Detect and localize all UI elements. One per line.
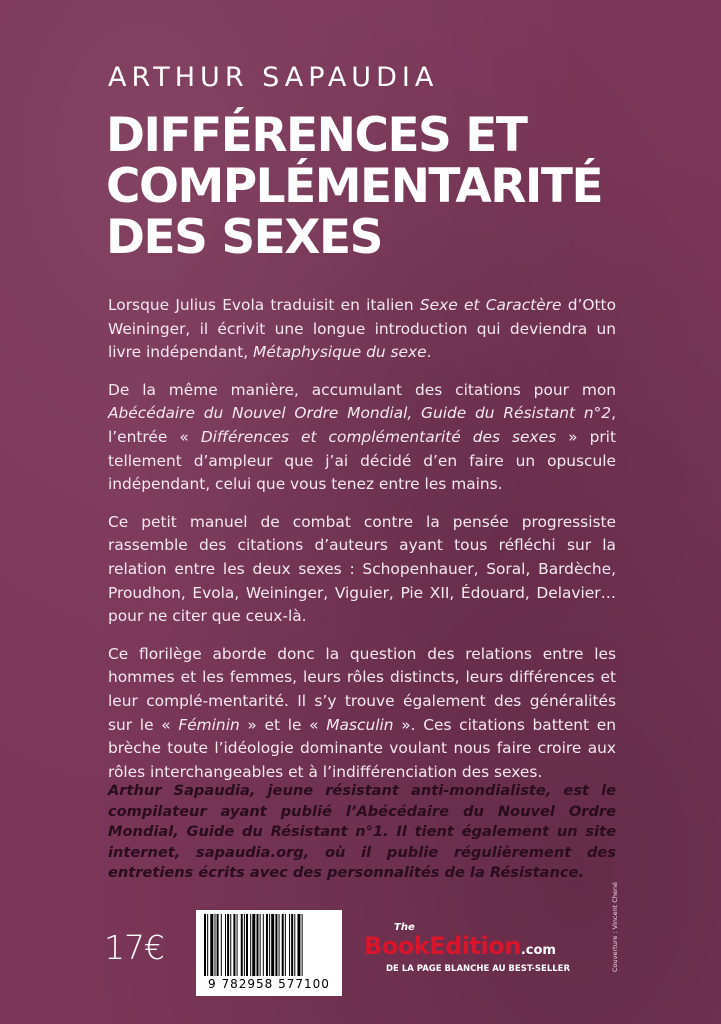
logo-suffix: .com: [520, 943, 556, 958]
title-line: COMPLÉMENTARITÉ: [106, 159, 603, 214]
text-run: Ce petit manuel de combat contre la pensée progressiste rassemble des citations d’auteurs ayant tous réfléchi sur la relation entre les deux sexes : Schopenhauer, Soral, Bardèche, Proudhon, Evola, Weininger, Viguier, Pie XII, Édouard, Delavier… pour ne citer que ceux-là.: [108, 512, 616, 626]
italic-run: Abécédaire du Nouvel Ordre Mondial, Guide du Résistant n°2: [108, 404, 612, 423]
text-run: , l’entrée «: [108, 404, 616, 446]
text-run: Lorsque Julius Evola traduisit en italien: [108, 296, 420, 314]
logo-tagline: DE LA PAGE BLANCHE AU BEST-SELLER: [386, 964, 571, 974]
logo-wordmark: [364, 932, 556, 960]
text-run: Ce florilège aborde donc la question des relations entre les hommes et les femmes, leurs rôles distincts, leurs différences et leur complé-mentarité. Il s’y trouve également des généralités sur le «: [108, 644, 616, 734]
text-run: ». Ces citations battent en brèche toute l’idéologie dominante voulant nous faire croire aux rôles interchangeables et à l’indifférenciation des sexes.: [108, 715, 616, 781]
text-run: » et le «: [239, 715, 327, 734]
title-line: DES SEXES: [106, 210, 382, 265]
blurb-paragraph: [108, 294, 616, 365]
text-run: d’Otto Weininger, il écrivit une longue introduction qui deviendra un livre indépendant,: [108, 296, 616, 362]
italic-run: Sexe et Caractère: [419, 296, 562, 314]
blurb-paragraph: [108, 511, 616, 629]
blurb-paragraph: [108, 379, 616, 497]
italic-run: Masculin: [326, 715, 394, 734]
italic-run: Métaphysique du sexe: [253, 343, 427, 362]
logo-name: BookEdition: [364, 932, 521, 960]
publisher-logo: [364, 924, 596, 984]
book-title: [106, 110, 666, 263]
text-run: De la même manière, accumulant des citations pour mon: [108, 380, 616, 399]
blurb-paragraph: [108, 643, 616, 785]
italic-run: Féminin: [178, 715, 240, 734]
logo-the: The: [394, 922, 415, 933]
isbn-barcode: [196, 910, 342, 996]
text-run: » prit tellement d’ampleur que j’ai décidé d’en faire un opuscule indépendant, celui que vous tenez entre les mains.: [108, 427, 616, 494]
author-bio: Arthur Sapaudia, jeune résistant anti-mondialiste, est le compilateur ayant publié l’Abécédaire du Nouvel Ordre Mondial, Guide du Résistant n°1. Il tient également un site internet, sapaudia.org, où il publie régulièrement des entretiens écrits avec des personnalités de la Résistance.: [108, 782, 616, 881]
barcode-number: 9 782958 577100: [208, 977, 330, 991]
blurb: [108, 294, 616, 798]
title-line: DIFFÉRENCES ET: [106, 108, 527, 163]
cover-credit: Couverture : Vincent Chené: [611, 882, 619, 972]
author-name: ARTHUR SAPAUDIA: [108, 62, 439, 93]
barcode-bars: [204, 914, 334, 976]
text-run: .: [426, 343, 432, 362]
price-label: 17€: [104, 928, 164, 967]
italic-run: Différences et complémentarité des sexes: [200, 427, 557, 446]
